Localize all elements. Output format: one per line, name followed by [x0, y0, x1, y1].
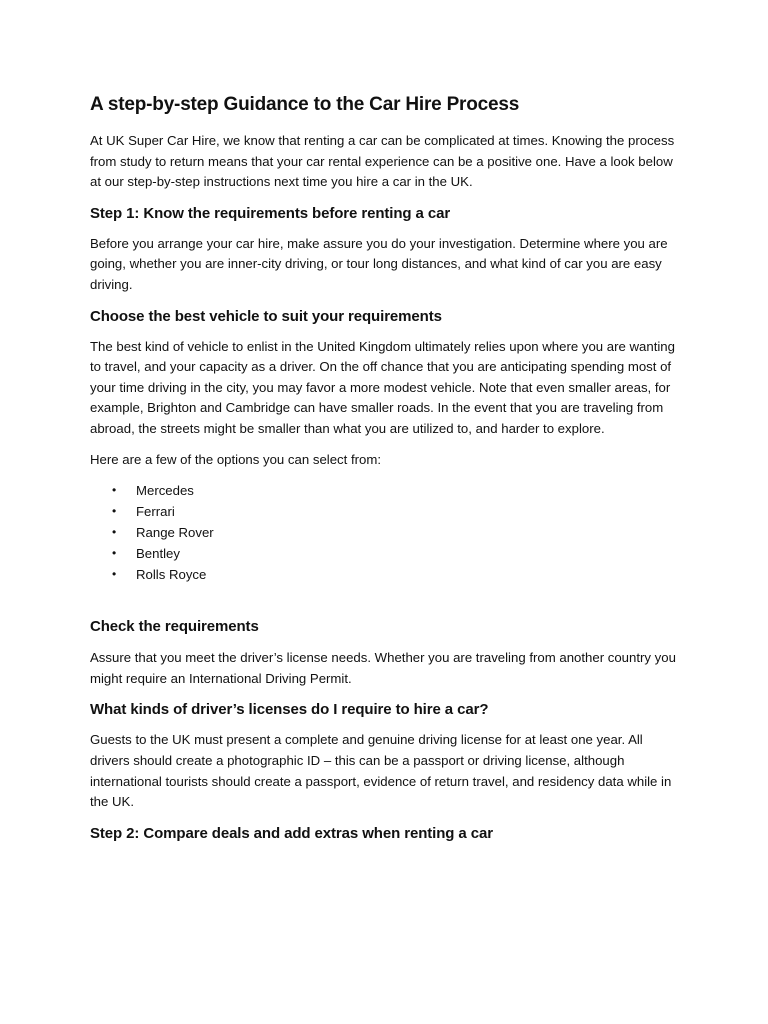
bullet-icon: • — [112, 567, 117, 582]
step1-heading: Step 1: Know the requirements before renting a car — [90, 204, 451, 222]
option-label: Mercedes — [136, 483, 194, 499]
vehicle-paragraph: The best kind of vehicle to enlist in the United Kingdom ultimately relies upon where you are wanting to travel, and your capacity as a driver. On the off chance that you are anticipating spending most of your time driving in the city, you may favor a more modest vehicle. Note that even smaller areas, for example, Brighton and Cambridge can have smaller roads. In the event that you are traveling from abroad, the streets might be smaller than what you are utilized to, and harder to explore. — [90, 338, 675, 436]
option-label: Rolls Royce — [136, 567, 207, 583]
check-requirements-paragraph: Assure that you meet the driver’s license needs. Whether you are traveling from another country you might require an International Driving Permit. — [90, 650, 676, 686]
options-intro: Here are a few of the options you can select from: — [90, 451, 382, 467]
car-options-list — [90, 480, 680, 585]
licenses-paragraph: Guests to the UK must present a complete and genuine driving license for at least one year. All drivers should create a photographic ID – this can be a passport or driving license, although international tourists should create a passport, evidence of return travel, and residency data while in the UK. — [90, 732, 672, 810]
option-label: Range Rover — [136, 525, 214, 541]
list-item — [90, 522, 680, 543]
page-title: A step-by-step Guidance to the Car Hire Process — [90, 94, 520, 115]
intro-paragraph: At UK Super Car Hire, we know that renting a car can be complicated at times. Knowing the process from study to return means that your car rental experience can be a positive one. Have a look below at our step-by-step instructions next time you hire a car in the UK. — [90, 133, 675, 190]
document-page — [90, 92, 680, 845]
option-label: Bentley — [136, 546, 180, 562]
list-item — [90, 543, 680, 564]
check-requirements-heading: Check the requirements — [90, 618, 259, 636]
list-item — [90, 564, 680, 585]
option-label: Ferrari — [136, 504, 175, 520]
bullet-icon: • — [112, 504, 117, 519]
list-item — [90, 480, 680, 501]
step1-paragraph: Before you arrange your car hire, make assure you do your investigation. Determine where you are going, whether you are inner-city driving, or tour long distances, and what kind of car you are easy driving. — [90, 235, 668, 292]
licenses-heading: What kinds of driver’s licenses do I require to hire a car? — [90, 701, 489, 719]
bullet-icon: • — [112, 546, 117, 561]
bullet-icon: • — [112, 525, 117, 540]
list-item — [90, 501, 680, 522]
vehicle-heading: Choose the best vehicle to suit your requirements — [90, 307, 442, 325]
bullet-icon: • — [112, 483, 117, 498]
step2-heading: Step 2: Compare deals and add extras when renting a car — [90, 824, 493, 842]
